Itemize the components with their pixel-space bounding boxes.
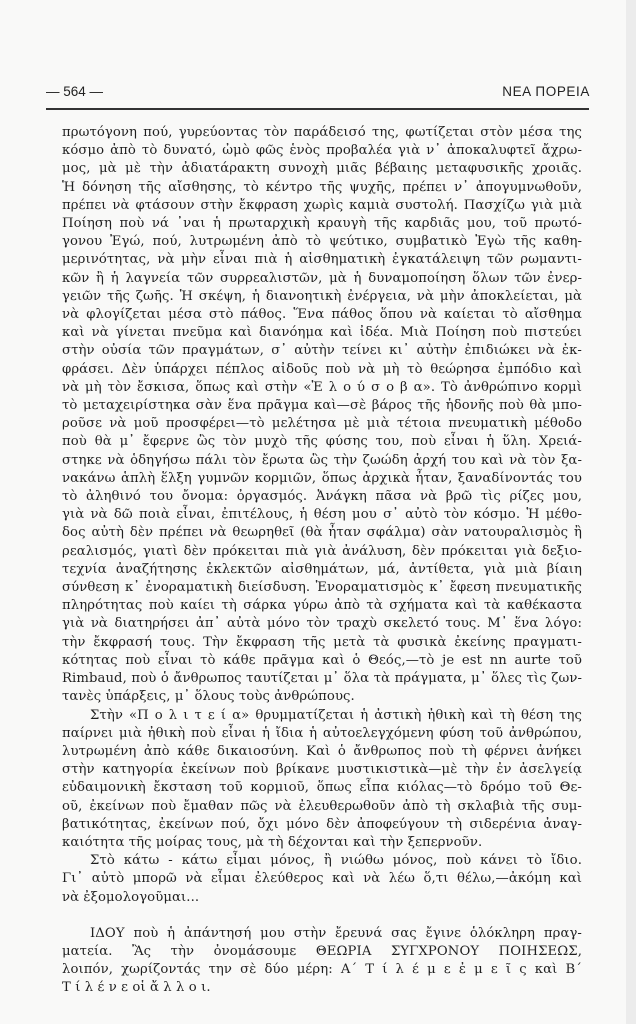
running-header xyxy=(46,84,590,102)
text-line: κῶν ἢ ἡ λαγνεία τῶν συρρεαλιστῶν, μὰ ἡ δυναμοποίηση ὅλων τῶν ἐνερ- xyxy=(62,270,582,286)
text-line: καὶ νὰ γίνεται πνεῦμα καὶ διανόημα καὶ ἰδέα. Μιὰ Ποίηση ποὺ πιστεύει xyxy=(62,325,582,341)
header-rule xyxy=(46,108,589,110)
text-line: στὴν κατηγορία ἐκείνων ποὺ βρίκανε μυστικιστικὰ—μὲ τὴν ἐν ἀσελγείᾳ xyxy=(62,762,582,778)
paragraph xyxy=(62,707,582,853)
text-line: κότητας ποὺ εἶναι τὸ κάθε πρᾶγμα καὶ ὁ Θεός,—τὸ je est nn aurte τοῦ xyxy=(62,652,582,668)
paragraph-gap xyxy=(62,907,582,925)
text-line: οῦ, ἐκείνων ποὺ ἔμαθαν πῶς νὰ ἐλευθερωθοῦν ἀπὸ τὴ σκλαβιὰ τῆς συμ- xyxy=(62,798,582,814)
text-line: μερινότητας, νὰ μὴν εἶναι πιὰ ἡ αἰσθηματικὴ ἐγκατάλειψη τῶν ρωμαντι- xyxy=(62,252,582,268)
text-line: νὰ ἐξομολογοῦμαι... xyxy=(62,889,200,905)
text-line: γιὰ νὰ δῶ ποιὰ εἶναι, ἐπιτέλους, ἡ θέση μου σ᾽ αὐτὸ τὸν κόσμο. Ἡ μέθο- xyxy=(62,507,582,523)
text-line: γειῶν τῆς ζωῆς. Ἡ σκέψη, ἡ διανοητικὴ ἐνέργεια, νὰ μὴν ἀποκλείεται, μὰ xyxy=(62,288,582,304)
text-line: νὰ μὴ τὸν ἔσκισα, ὅπως καὶ στὴν «Ἐ λ ο ύ σ ο β α». Τὸ ἀνθρώπινο κορμὶ xyxy=(62,379,582,395)
text-line: λοιπόν, χωρίζοντάς την σὲ δύο μέρη: Α΄ Τ ί λ έ μ ε ἐ μ ε ῖ ς καὶ Β΄ xyxy=(62,962,582,978)
text-line: ματεία. Ἂς τὴν ὀνομάσουμε ΘΕΩΡΙΑ ΣΥΓΧΡΟΝΟΥ ΠΟΙΗΣΕΩΣ, xyxy=(62,943,582,959)
text-line: μος, μὰ μὲ τὴν ἀδιατάρακτη συνοχὴ μιᾶς βέβαιης μεταφυσικῆς χροιᾶς. xyxy=(62,161,582,177)
text-line: γονου Ἐγώ, πού, λυτρωμένη ἀπὸ τὸ ψεύτικο, συμβατικὸ Ἐγὼ τῆς καθη- xyxy=(62,234,582,250)
text-line: Τ ί λ έ ν ε οἱ ἄ λ λ ο ι. xyxy=(62,980,211,996)
text-line: ροῦσε νὰ μοῦ προσφέρει—τὸ μελέτησα μὲ μιὰ τέτοια πνευματικὴ μέθοδο xyxy=(62,416,582,432)
paragraph xyxy=(62,925,582,998)
text-line: Στὴν «Π ο λ ι τ ε ί α» θρυμματίζεται ἡ ἀστικὴ ἠθικὴ καὶ τὴ θέση της xyxy=(90,707,582,723)
text-line: κόσμο ἀπὸ τὸ δυνατό, ὠμὸ φῶς ἑνὸς προβαλέα γιὰ ν᾽ ἀποκαλυφτεῖ ἄχρω- xyxy=(62,143,582,159)
text-line: παίρνει μιὰ ἠθικὴ ποὺ εἶναι ἡ ἴδια ἡ αὐτοελεγχόμενη φύση τοῦ ἀνθρώπου, xyxy=(62,725,582,741)
text-line: νὰ φλογίζεται μέσα στὸ πάθος. Ἕνα πάθος ὅπου νὰ καίεται τὸ αἴσθημα xyxy=(62,307,582,323)
text-line: τεχνία ἀναζήτησης ἐκλεκτῶν αἰσθημάτων, μά, ἀντίθετα, γιὰ μιὰ βίαιη xyxy=(62,561,582,577)
text-line: λυτρωμένη ἀπὸ κάθε δικαιοσύνη. Καὶ ὁ ἄνθρωπος ποὺ τὴ φέρνει ἀνήκει xyxy=(62,743,582,759)
text-line: πρωτόγονη πού, γυρεύοντας τὸν παράδεισό της, φωτίζεται στὸν μέσα της xyxy=(62,125,582,140)
text-line: Γι᾽ αὐτὸ μπορῶ νὰ εἶμαι ἐλεύθερος καὶ νὰ λέω ὅ,τι θέλω,—ἀκόμη καὶ xyxy=(62,871,582,887)
page-edge xyxy=(626,0,636,1024)
text-line: πρέπει νὰ φτάσουν στὴν ἔκφραση χωρὶς καμιὰ συστολή. Πασχίζω γιὰ μιὰ xyxy=(62,197,582,213)
paragraph xyxy=(62,124,582,707)
text-line: ΙΔΟΥ ποὺ ἡ ἀπάντησή μου στὴν ἔρευνά σας ἔγινε ὁλόκληρη πραγ- xyxy=(90,925,582,941)
text-line: στὴν οὐσία τῶν πραγμάτων, σ᾽ αὐτὴν τείνει κι᾽ αὐτὴν ἐπιδιώκει νὰ ἐκ- xyxy=(62,343,582,359)
text-line: ποὺ θὰ μ᾽ ἔφερνε ὣς τὸν μυχὸ τῆς φύσης του, ποὺ εἶναι ἡ ὕλη. Χρειά- xyxy=(62,434,582,450)
text-line: σύνθεση κ᾽ ἐνοραματικὴ διείσδυση. Ἐνοραματισμὸς κ᾽ ἔφεση πνευματικῆς xyxy=(62,580,582,596)
journal-title: ΝΕΑ ΠΟΡΕΙΑ xyxy=(502,84,590,99)
text-line: τὴν ἔκφρασή τους. Τὴν ἔκφραση τῆς μετὰ τὰ φυσικὰ ἐκείνης πραγματι- xyxy=(62,634,582,650)
text-line: νακάνω ἁπλὴ ἕλξη γυμνῶν κορμιῶν, ὅπως ἀρχικὰ ἦταν, ξαναδίνοντάς του xyxy=(62,470,582,486)
text-line: βατικότητας, ἐκείνων πού, ὄχι μόνο δὲν ἀποφεύγουν τὴ σιδερένια ἀναγ- xyxy=(62,816,582,832)
text-line: εὐδαιμονικὴ ἔκσταση τοῦ κορμιοῦ, ὅπως εἶπα κιόλας—τὸ δρόμο τοῦ Θε- xyxy=(62,780,582,796)
text-line: τανὲς ὑπάρξεις, μ᾽ ὅλους τοὺς ἀνθρώπους. xyxy=(62,689,355,705)
article-body xyxy=(62,124,582,998)
text-line: Στὸ κάτω - κάτω εἶμαι μόνος, ἢ νιώθω μόνος, ποὺ κάνει τὸ ἴδιο. xyxy=(90,853,582,869)
page-number: — 564 — xyxy=(46,84,104,99)
text-line: γιὰ νὰ διατηρήσει ἀπ᾽ αὐτὰ μόνο τὸν τραχὺ σκελετό τους. Μ᾽ ἕνα λόγο: xyxy=(62,616,582,632)
text-line: Ἡ δόνηση τῆς αἴσθησης, τὸ κέντρο τῆς ψυχῆς, πρέπει ν᾽ ἀπογυμνωθοῦν, xyxy=(62,179,582,195)
text-line: πληρότητας ποὺ καίει τὴ σάρκα γύρω ἀπὸ τὰ σχήματα καὶ τὰ καθέκαστα xyxy=(62,598,582,614)
paragraph xyxy=(62,852,582,907)
text-line: ρεαλισμός, γιατὶ δὲν πρόκειται πιὰ γιὰ ἀνάλυση, δὲν πρόκειται γιὰ δεξιο- xyxy=(62,543,582,559)
text-line: τὸ ἀληθινό του ὄνομα: ὀργασμός. Ἀνάγκη πᾶσα νὰ βρῶ τὶς ρίζες μου, xyxy=(62,489,582,505)
text-line: φράσει. Δὲν ὑπάρχει πέπλος αἰδοῦς ποὺ νὰ μὴ τὸ θεώρησα ἐμπόδιο καὶ xyxy=(62,361,582,377)
text-line: Rimbaud, ποὺ ὁ ἄνθρωπος ταυτίζεται μ᾽ ὅλα τὰ πράγματα, μ᾽ ὅλες τὶς ζων- xyxy=(62,671,582,687)
text-line: δος αὐτὴ δὲν πρέπει νὰ θεωρηθεῖ (θὰ ἦταν σφάλμα) σὰν νατουραλισμὸς ἢ xyxy=(62,525,582,541)
text-line: τὸ μεταχειρίστηκα σὰν ἕνα πρᾶγμα καὶ—σὲ βάρος τῆς ἡδονῆς ποὺ θὰ μπο- xyxy=(62,398,582,414)
text-line: καιότητα τῆς μοίρας τους, μὰ τὴ δέχονται καὶ τὴν ξεπερνοῦν. xyxy=(62,834,483,850)
text-line: Ποίηση ποὺ νά ᾽ναι ἡ πρωταρχικὴ κραυγὴ τῆς καρδιᾶς μου, τοῦ πρωτό- xyxy=(62,216,582,232)
text-line: στηκε νὰ ὁδηγήσω πάλι τὸν ἔρωτα ὣς τὴν ζωώδη ἀρχή του καὶ νὰ τὸν ξα- xyxy=(62,452,582,468)
